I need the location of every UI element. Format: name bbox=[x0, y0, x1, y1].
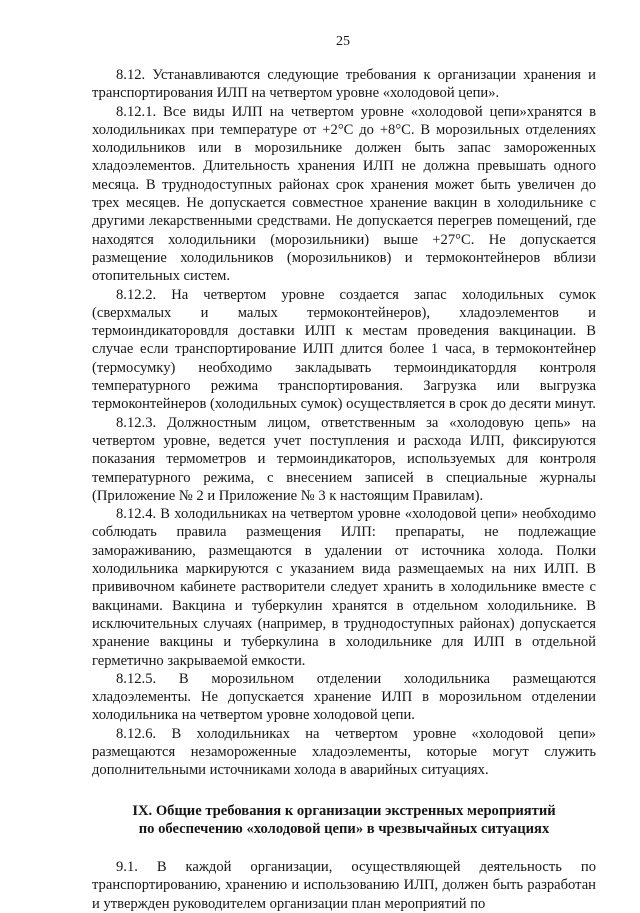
paragraph-8-12-3: 8.12.3. Должностным лицом, ответственным за «холодовую цепь» на четвертом уровне, ведется учет поступления и расхода ИЛП, фиксируются показания термометров и термоиндикаторов, используемых для контроля температурного режима, с внесением записей в специальные журналы (Приложение № 2 и Приложение № 3 к настоящим Правилам). bbox=[92, 414, 596, 504]
paragraph-8-12-5: 8.12.5. В морозильном отделении холодильника размещаются хладоэлементы. Не допускается хранение ИЛП в морозильном отделении холодильника на четвертом уровне холодовой цепи. bbox=[92, 670, 596, 724]
paragraph-9-1: 9.1. В каждой организации, осуществляющей деятельность по транспортированию, хранению и использованию ИЛП, должен быть разработан и утвержден руководителем организации план мероприятий по bbox=[92, 859, 596, 912]
section-heading bbox=[92, 802, 596, 839]
paragraph-8-12-6: 8.12.6. В холодильниках на четвертом уровне «холодовой цепи» размещаются незамороженные хладоэлементы, которые могут служить дополнительными источниками холода в аварийных ситуациях. bbox=[92, 725, 596, 779]
paragraph-8-12-1: 8.12.1. Все виды ИЛП на четвертом уровне «холодовой цепи»хранятся в холодильниках при температуре от +2°С до +8°С. В морозильных отделениях холодильников или в морозильнике должен быть запас замороженных хладоэлементов. Длительность хранения ИЛП не должна превышать одного месяца. В труднодоступных районах срок хранения может быть увеличен до трех месяцев. Не допускается совместное хранение вакцин в холодильнике с другими лекарственными средствами. Не допускается перегрев помещений, где находятся холодильники (морозильники) выше +27°С. Не допускается размещение холодильников (морозильников) и термоконтейнеров вблизи отопительных систем. bbox=[92, 103, 596, 285]
section-heading-line-2: по обеспечению «холодовой цепи» в чрезвычайных ситуациях bbox=[138, 820, 550, 837]
paragraph-8-12-4: 8.12.4. В холодильниках на четвертом уровне «холодовой цепи» необходимо соблюдать правила размещения ИЛП: препараты, не подлежащие замораживанию, размещаются в удалении от источника холода. Полки холодильника маркируются с указанием вида размещаемых на них ИЛП. В прививочном кабинете растворители следует хранить в холодильнике вместе с вакцинами. Вакцина и туберкулин хранятся в отдельном холодильнике. В исключительных случаях (например, в труднодоступных районах) допускается хранение вакцины и туберкулина в холодильнике для ИЛП в отдельной герметично закрываемой емкости. bbox=[92, 506, 596, 669]
paragraph-8-12: 8.12. Устанавливаются следующие требования к организации хранения и транспортирования ИЛП на четвертом уровне «холодовой цепи». bbox=[92, 67, 596, 102]
page-number: 25 bbox=[336, 34, 350, 49]
section-heading-line-1: IX. Общие требования к организации экстренных мероприятий bbox=[132, 802, 556, 819]
paragraph-8-12-2: 8.12.2. На четвертом уровне создается запас холодильных сумок (сверхмалых и малых термоконтейнеров), хладоэлементов и термоиндикаторовдля доставки ИЛП к местам проведения вакцинации. В случае если транспортирование ИЛП длится более 1 часа, в термоконтейнер (термосумку) необходимо закладывать термоиндикатордля контроля температурного режима транспортирования. Загрузка или выгрузка термоконтейнеров (холодильных сумок) осуществляется в срок до десяти минут. bbox=[92, 286, 596, 413]
